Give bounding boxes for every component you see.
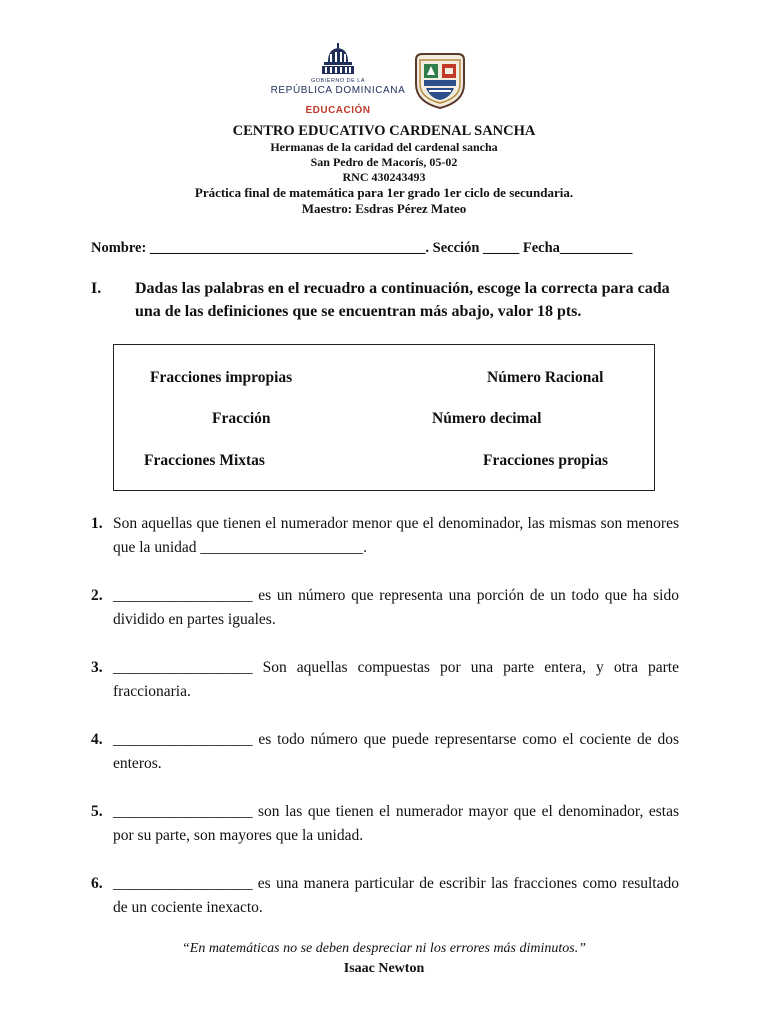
capitol-dome-icon: [316, 42, 360, 78]
gov-logo-line2: REPÚBLICA DOMINICANA: [270, 85, 406, 96]
student-info-line: Nombre: ______________________________________. Sección _____ Fecha__________: [91, 240, 633, 256]
question-item: [91, 656, 679, 704]
word-option: Número decimal: [432, 410, 542, 427]
school-rnc: RNC 430243493: [342, 170, 426, 184]
gov-logo-line1: GOBIERNO DE LA: [310, 78, 366, 84]
document-header: [0, 122, 768, 217]
question-number: 2.: [91, 587, 103, 604]
question-item: [91, 872, 679, 920]
question-list: [91, 512, 679, 944]
question-text: __________________ Son aquellas compuestas por una parte entera, y otra parte fraccionaria.: [113, 659, 679, 700]
question-number: 5.: [91, 803, 103, 820]
word-option: Fracciones Mixtas: [144, 452, 265, 469]
question-item: [91, 512, 679, 560]
question-number: 4.: [91, 731, 103, 748]
school-name: CENTRO EDUCATIVO CARDENAL SANCHA: [232, 123, 536, 139]
word-option: Fracción: [212, 410, 271, 427]
question-item: [91, 584, 679, 632]
practice-title: Práctica final de matemática para 1er grado 1er ciclo de secundaria.: [194, 185, 574, 200]
question-number: 1.: [91, 515, 103, 532]
header-logos: [0, 42, 768, 120]
section-instruction-text: Dadas las palabras en el recuadro a continuación, escoge la correcta para cada una de las definiciones que se encuentran más abajo, valor 18 pts.: [135, 280, 670, 320]
teacher-name: Maestro: Esdras Pérez Mateo: [301, 201, 467, 216]
question-item: [91, 800, 679, 848]
word-option: Fracciones propias: [483, 452, 608, 469]
word-option: Número Racional: [487, 369, 604, 386]
question-text: Son aquellas que tienen el numerador menor que el denominador, las mismas son menores que la unidad _____________________.: [113, 515, 679, 556]
quote-text: “En matemáticas no se deben despreciar ni los errores más diminutos.”: [181, 941, 587, 956]
word-option: Fracciones impropias: [150, 369, 293, 386]
section-instruction: [91, 277, 691, 323]
gov-logo-line3: EDUCACIÓN: [305, 105, 371, 116]
question-number: 3.: [91, 659, 103, 676]
school-location: San Pedro de Macorís, 05-02: [310, 155, 458, 169]
question-text: __________________ es un número que representa una porción de un todo que ha sido dividido en partes iguales.: [113, 587, 679, 628]
question-number: 6.: [91, 875, 103, 892]
word-box: [113, 344, 655, 491]
government-logo: [268, 42, 408, 120]
question-text: __________________ es todo número que puede representarse como el cociente de dos enteros.: [113, 731, 679, 772]
school-subtitle: Hermanas de la caridad del cardenal sancha: [270, 140, 498, 154]
question-item: [91, 728, 679, 776]
question-text: __________________ es una manera particular de escribir las fracciones como resultado de un cociente inexacto.: [113, 875, 679, 916]
question-text: __________________ son las que tienen el numerador mayor que el denominador, estas por su parte, son mayores que la unidad.: [113, 803, 679, 844]
school-seal-icon: [412, 50, 468, 110]
section-number: I.: [91, 280, 102, 297]
quote-author: Isaac Newton: [343, 961, 425, 976]
